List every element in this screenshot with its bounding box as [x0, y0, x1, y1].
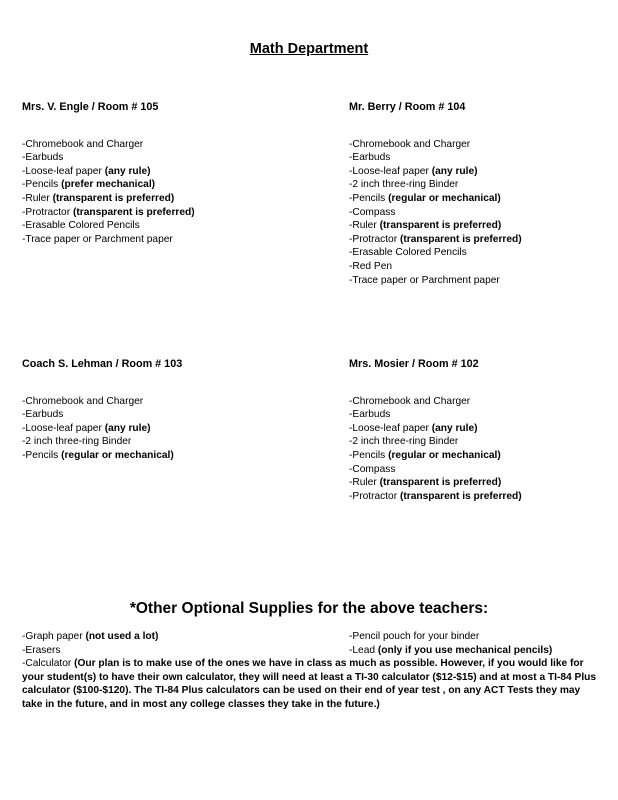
calculator-note-text: (Our plan is to make use of the ones we have in class as much as possible. However, if you would like for your student(s) to have their own calculator, they will need at least a TI-30 calculator ($12-$15) and at most a TI-84 Plus calculator ($100-$120). The TI-84 Plus calculators can be used on their end of year test , on any ACT Tests they may take in the future, and in most any college classes they take in the future.)	[22, 658, 597, 710]
supply-item-text: -Protractor	[349, 490, 400, 502]
teacher-heading: Mrs. V. Engle / Room # 105	[22, 101, 159, 113]
supply-item	[349, 165, 522, 179]
supply-item-text: -Earbuds	[22, 152, 64, 164]
supply-item-note: (any rule)	[104, 165, 151, 177]
supply-item	[349, 449, 522, 463]
supply-item-text: -Trace paper or Parchment paper	[349, 274, 500, 286]
supply-item	[349, 630, 552, 644]
teacher-heading: Mrs. Mosier / Room # 102	[349, 358, 479, 370]
supply-item-text: -Erasers	[22, 644, 61, 656]
supply-item-text: -Protractor	[349, 233, 400, 245]
supply-item-note: (transparent is preferred)	[72, 206, 195, 218]
supply-item-text: -Pencils	[349, 192, 389, 204]
supply-item	[22, 449, 182, 463]
supply-item-text: -2 inch three-ring Binder	[349, 179, 459, 191]
teacher-block-engle	[22, 101, 195, 246]
supply-item	[22, 644, 158, 658]
supply-item-note: (prefer mechanical)	[61, 179, 156, 191]
supply-item	[22, 630, 158, 644]
supply-item-text: -Chromebook and Charger	[22, 395, 144, 407]
supply-item-text: -Ruler	[349, 220, 380, 232]
supply-item	[22, 138, 195, 152]
supply-item	[349, 490, 522, 504]
supply-item-note: (regular or mechanical)	[388, 192, 501, 204]
supply-item-text: -Graph paper	[22, 631, 86, 642]
supply-item-text: -2 inch three-ring Binder	[22, 436, 132, 448]
supply-item	[349, 422, 522, 436]
supply-item	[349, 463, 522, 477]
supply-item-text: -Chromebook and Charger	[22, 138, 144, 150]
supply-item-note: (transparent is preferred)	[52, 192, 175, 204]
supply-item-text: -Pencil pouch for your binder	[349, 631, 480, 642]
supply-item	[22, 178, 195, 192]
supply-item-note: (only if you use mechanical pencils)	[377, 644, 553, 656]
supply-item-text: -Pencils	[22, 179, 62, 191]
supply-item	[22, 206, 195, 220]
page-title: Math Department	[249, 41, 369, 57]
supply-item	[349, 206, 522, 220]
supply-item-text: -Compass	[349, 463, 396, 475]
supply-item-note: (any rule)	[104, 422, 151, 434]
supply-item-text: -Loose-leaf paper	[349, 422, 432, 434]
supply-item-text: -Lead	[349, 644, 378, 656]
teacher-block-berry	[349, 101, 522, 287]
supply-item-text: -Erasable Colored Pencils	[349, 247, 467, 259]
supply-item-text: -Loose-leaf paper	[349, 165, 432, 177]
supply-item-text: -Pencils	[349, 449, 389, 461]
supply-item	[349, 395, 522, 409]
supply-list	[22, 138, 195, 247]
supply-item	[349, 246, 522, 260]
supply-item-text: -Ruler	[349, 477, 380, 489]
supply-item-note: (any rule)	[431, 165, 478, 177]
supply-item-text: -Protractor	[22, 206, 73, 218]
supply-item-text: -Loose-leaf paper	[22, 422, 105, 434]
teacher-heading: Mr. Berry / Room # 104	[349, 101, 466, 113]
supply-list	[22, 395, 182, 463]
supply-item	[349, 151, 522, 165]
teacher-heading: Coach S. Lehman / Room # 103	[22, 358, 183, 370]
teacher-block-mosier	[349, 358, 522, 503]
supply-item-note: (transparent is preferred)	[379, 220, 502, 232]
supply-item-text: -Pencils	[22, 449, 62, 461]
supply-item-text: -Earbuds	[349, 409, 391, 421]
supply-item	[349, 408, 522, 422]
supply-item-text: -Loose-leaf paper	[22, 165, 105, 177]
supply-item-text: -Erasable Colored Pencils	[22, 220, 140, 232]
supply-item	[349, 233, 522, 247]
supply-item	[349, 138, 522, 152]
supply-item	[22, 233, 195, 247]
supply-item-text: -Chromebook and Charger	[349, 138, 471, 150]
supply-item-note: (transparent is preferred)	[399, 490, 522, 502]
supply-item	[349, 219, 522, 233]
supply-item-note: (any rule)	[431, 422, 478, 434]
supply-item-text: -Ruler	[22, 192, 53, 204]
supply-item-note: (regular or mechanical)	[388, 449, 501, 461]
supply-item	[349, 274, 522, 288]
supply-list	[349, 138, 522, 288]
supply-item	[22, 422, 182, 436]
supply-item-note: (not used a lot)	[85, 631, 159, 642]
supply-item	[349, 435, 522, 449]
supply-item	[349, 260, 522, 274]
supply-item-text: -Red Pen	[349, 260, 393, 272]
supply-item-text: -Earbuds	[22, 409, 64, 421]
supply-item	[22, 151, 195, 165]
supply-item-text: -Trace paper or Parchment paper	[22, 233, 173, 245]
supply-item-note: (transparent is preferred)	[399, 233, 522, 245]
supply-item-note: (transparent is preferred)	[379, 477, 502, 489]
calculator-note	[22, 657, 598, 711]
supply-item	[22, 395, 182, 409]
supply-item	[349, 476, 522, 490]
optional-list-left	[22, 630, 158, 657]
supply-item-text: -Chromebook and Charger	[349, 395, 471, 407]
supply-item	[22, 435, 182, 449]
supply-item	[349, 178, 522, 192]
teacher-block-lehman	[22, 358, 182, 463]
supply-item-text: -Earbuds	[349, 152, 391, 164]
supply-item-text: -Compass	[349, 206, 396, 218]
optional-list-right	[349, 630, 552, 657]
supply-item	[349, 192, 522, 206]
supply-list	[349, 395, 522, 504]
optional-supplies-title: *Other Optional Supplies for the above teachers:	[129, 600, 489, 617]
supply-item	[22, 192, 195, 206]
supply-item	[349, 644, 552, 658]
calculator-prefix: -Calculator	[22, 658, 75, 669]
supply-item	[22, 219, 195, 233]
supply-item-note: (regular or mechanical)	[61, 449, 174, 461]
supply-item	[22, 165, 195, 179]
supply-item	[22, 408, 182, 422]
supply-item-text: -2 inch three-ring Binder	[349, 436, 459, 448]
